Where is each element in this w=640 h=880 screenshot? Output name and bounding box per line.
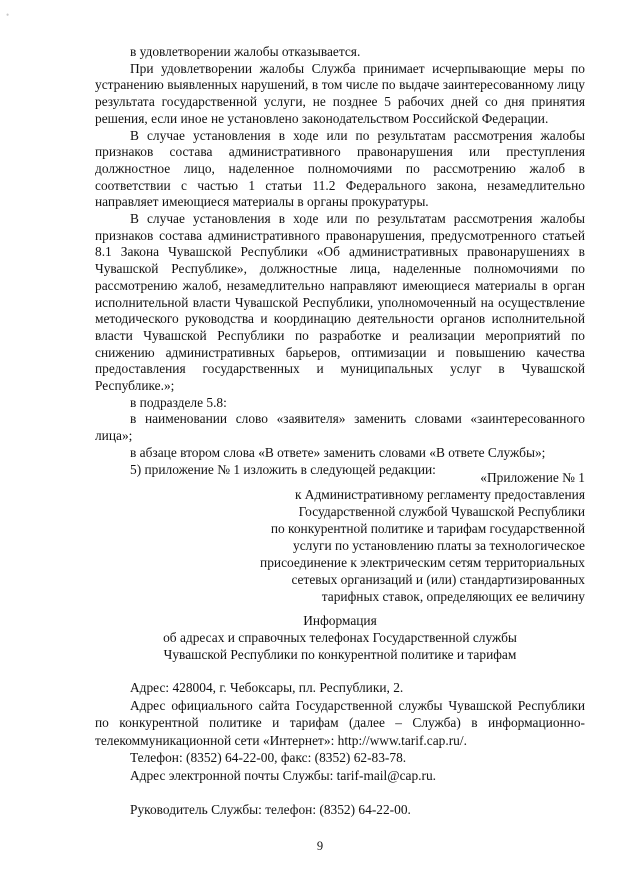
contact-address: Адрес: 428004, г. Чебоксары, пл. Республики, 2. — [130, 680, 404, 695]
contact-phone: Телефон: (8352) 64-22-00, факс: (8352) 62-83-78. — [130, 750, 407, 765]
contact-head-phone: Руководитель Службы: телефон: (8352) 64-22-00. — [130, 802, 411, 817]
appendix-line: «Приложение № 1 — [480, 470, 585, 485]
paragraph-naming-change: в наименовании слово «заявителя» заменить словами «заинтересованного лица»; — [95, 411, 585, 444]
appendix-line: услуги по установлению платы за технологическое — [293, 538, 585, 553]
appendix-line: к Административному регламенту предоставления — [294, 487, 585, 502]
appendix-line: присоединение к электрическим сетям территориальных — [260, 555, 585, 570]
paragraph-second-clause-change: в абзаце втором слова «В ответе» заменить словами «В ответе Службы»; — [130, 444, 546, 460]
scan-mark: • — [6, 10, 10, 20]
appendix-line: тарифных ставок, определяющих ее величину — [321, 589, 585, 604]
information-title: Информация — [303, 613, 377, 628]
appendix-line: по конкурентной политике и тарифам государственной — [270, 521, 585, 536]
information-subtitle: Чувашской Республики по конкурентной политике и тарифам — [163, 647, 517, 662]
contact-website: Адрес официального сайта Государственной службы Чувашской Республики по конкурентной политике и тарифам (далее – Служба) в информационно-телекоммуникационной сети «Интернет»: http://www.tarif.cap.ru/. — [95, 697, 585, 748]
page-number: 9 — [316, 839, 324, 853]
paragraph-complaint-satisfied: При удовлетворении жалобы Служба принимает исчерпывающие меры по устранению выявленных нарушений, в том числе по выдаче заинтересованному лицу результата государственной услуги, не позднее 5 рабочих дней со дня принятия решения, если иное не установлено законодательством Российской Федерации. — [95, 60, 585, 126]
paragraph-administrative-offense: В случае установления в ходе или по результатам рассмотрения жалобы признаков состава административного правонарушения, предусмотренного статьей 8.1 Закона Чувашской Республики «Об административных правонарушениях в Чувашской Республике», должностные лица, наделенные полномочиями по рассмотрению жалоб, незамедлительно направляют имеющиеся материалы в орган исполнительной власти Чувашской Республики, уполномоченный на осуществление методического руководства и координацию деятельности органов исполнительной власти Чувашской Республики по разработке и реализации мероприятий по снижению административных барьеров, оптимизации и повышению качества предоставления государственных и муниципальных услуг в Чувашской Республике.»; — [95, 211, 585, 394]
regulation-body-text — [95, 44, 585, 478]
paragraph-complaint-refused: в удовлетворении жалобы отказывается. — [130, 44, 361, 59]
contact-details — [95, 679, 585, 819]
paragraph-prosecution-referral: В случае установления в ходе или по результатам рассмотрения жалобы признаков состава административного правонарушения или преступления должностное лицо, наделенное полномочиями по рассмотрению жалоб в соответствии с частью 1 статьи 11.2 Федерального закона, незамедлительно направляет имеющиеся материалы в органы прокуратуры. — [95, 127, 585, 210]
appendix-line: Государственной службой Чувашской Республики — [298, 504, 585, 519]
paragraph-appendix-revision: 5) приложение № 1 изложить в следующей редакции: — [130, 461, 436, 477]
appendix-header — [225, 469, 585, 605]
information-subtitle: об адресах и справочных телефонах Государственной службы — [163, 630, 517, 645]
contact-email: Адрес электронной почты Службы: tarif-mail@cap.ru. — [130, 767, 437, 783]
appendix-line: сетевых организаций и (или) стандартизированных — [291, 572, 585, 587]
information-heading — [95, 612, 585, 663]
paragraph-subsection-5-8: в подразделе 5.8: — [130, 394, 227, 410]
